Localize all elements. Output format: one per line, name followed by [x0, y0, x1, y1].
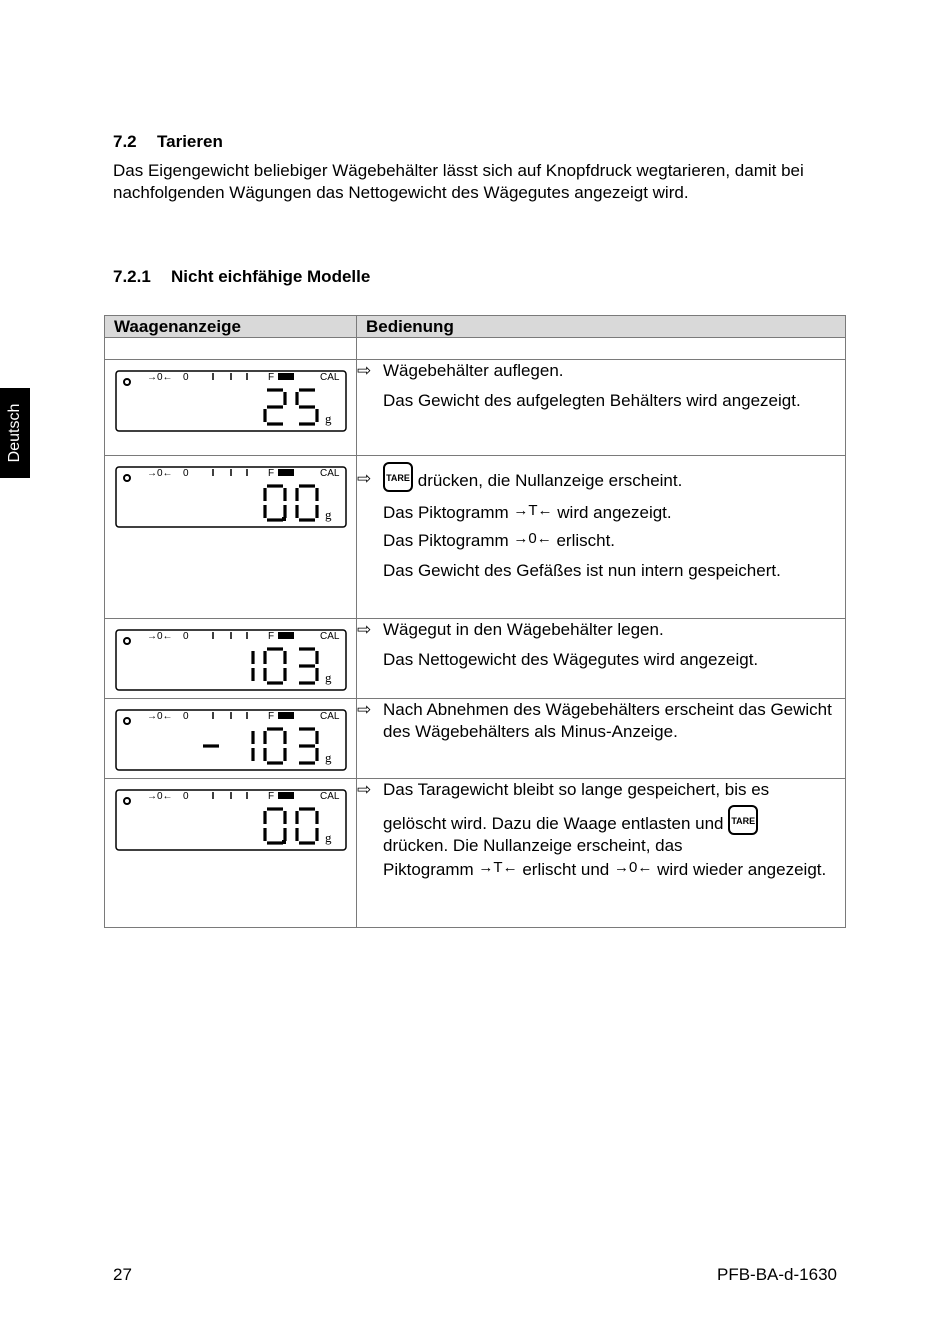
tare-button-icon: TARE	[728, 805, 758, 835]
page-number: 27	[113, 1265, 132, 1284]
svg-text:→0←: →0←	[147, 711, 173, 722]
svg-text:0: 0	[183, 468, 189, 479]
scale-display	[115, 370, 347, 432]
arrow-icon: ⇨	[357, 469, 372, 488]
scale-display	[115, 466, 347, 528]
tare-pictogram-icon: →T←	[478, 859, 518, 876]
svg-text:F: F	[268, 631, 275, 642]
svg-text:CAL: CAL	[320, 631, 340, 642]
zero-pictogram-icon: →0←	[614, 859, 653, 876]
svg-text:→0←: →0←	[147, 791, 173, 802]
intro-paragraph: Das Eigengewicht beliebiger Wägebehälter lässt sich auf Knopfdruck wegtarieren, damit bei nachfolgenden Wägungen das Nettogewicht des Wägegutes angezeigt wird.	[113, 161, 804, 202]
svg-text:→0←: →0←	[147, 631, 173, 642]
document-id: PFB-BA-d-1630	[717, 1265, 837, 1284]
svg-text:CAL: CAL	[320, 791, 340, 802]
tare-pictogram-icon: →T←	[513, 502, 553, 519]
column-header-operation: Bedienung	[357, 316, 846, 338]
svg-text:F: F	[268, 791, 275, 802]
arrow-icon: ⇨	[357, 780, 372, 799]
svg-text:F: F	[268, 711, 275, 722]
tare-button-icon: TARE	[383, 462, 413, 492]
svg-text:0: 0	[183, 631, 189, 642]
svg-text:CAL: CAL	[320, 468, 340, 479]
svg-text:CAL: CAL	[320, 372, 340, 383]
zero-pictogram-icon: →0←	[513, 530, 552, 547]
svg-text:g: g	[325, 750, 332, 765]
arrow-icon: ⇨	[357, 620, 372, 639]
svg-text:g: g	[325, 411, 332, 426]
language-tab: Deutsch	[0, 388, 30, 478]
arrow-icon: ⇨	[357, 700, 372, 719]
subsection-heading: 7.2.1 Nicht eichfähige Modelle	[113, 267, 371, 286]
svg-text:0: 0	[183, 711, 189, 722]
arrow-icon: ⇨	[357, 361, 372, 380]
svg-text:CAL: CAL	[320, 711, 340, 722]
svg-text:g: g	[325, 670, 332, 685]
svg-text:F: F	[268, 372, 275, 383]
tare-steps-table: Waagenanzeige Bedienung →0← 0 F CAL g ⇨ Wägebehälter auflegen. Das Gewicht des aufgelegten Behälters wird angezeigt. →0← 0 F CAL g ⇨ TARE drücken, die Nullanzeige erscheint. Das Piktogramm →T← wird angezeigt. Das Piktogramm →0← erlischt. Das Gewicht des Gefäßes ist nun intern gespeichert. →0← 0 F CAL g ⇨ Wägegut in den Wägebehälter legen. Das Nettogewicht des Wägegutes wird angezeigt. →0← 0 F CAL g ⇨ Nach Abnehmen des Wägebehälters erscheint das Gewicht des Wägebehälters als Minus-Anzeige. →0← 0 F CAL g ⇨ Das Taragewicht bleibt so lange gespeichert, bis es gelöscht wird. Dazu die Waage entlasten und TARE drücken. Die Nullanzeige erscheint, das Piktogramm →T← erlischt und →0← wird wieder angezeigt.	[104, 315, 846, 928]
scale-display	[115, 789, 347, 851]
column-header-display: Waagenanzeige	[105, 316, 357, 338]
svg-text:→0←: →0←	[147, 468, 173, 479]
scale-display	[115, 629, 347, 691]
svg-text:→0←: →0←	[147, 372, 173, 383]
svg-text:F: F	[268, 468, 275, 479]
svg-text:0: 0	[183, 791, 189, 802]
scale-display	[115, 709, 347, 771]
section-heading: 7.2 Tarieren	[113, 132, 223, 151]
svg-text:g: g	[325, 507, 332, 522]
svg-text:g: g	[325, 830, 332, 845]
svg-text:0: 0	[183, 372, 189, 383]
